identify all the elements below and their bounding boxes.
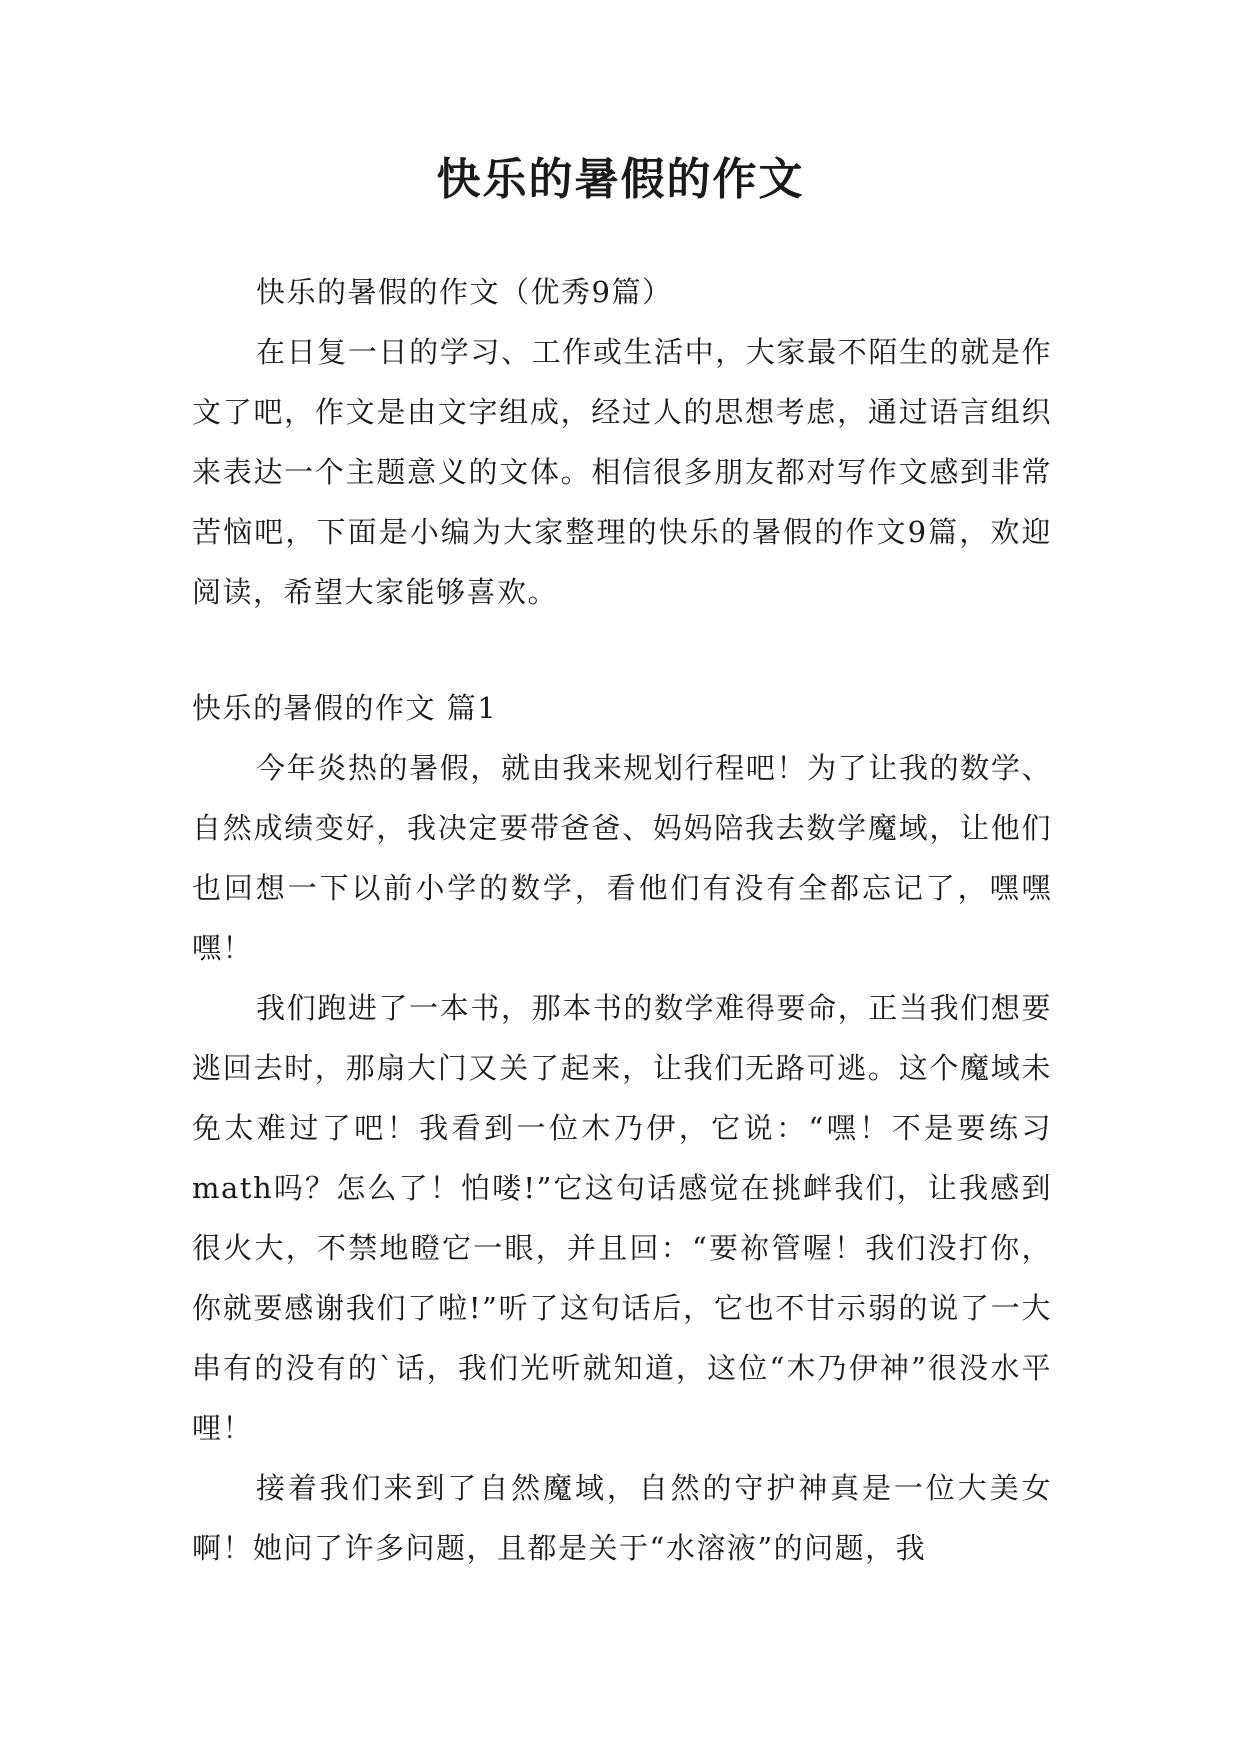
document-title: 快乐的暑假的作文 bbox=[436, 154, 805, 205]
document-body bbox=[192, 262, 1052, 1578]
section-paragraph: 今年炎热的暑假，就由我来规划行程吧！为了让我的数学、自然成绩变好，我决定要带爸爸、妈妈陪我去数学魔域，让他们也回想一下以前小学的数学，看他们有没有全都忘记了，嘿嘿嘿！ bbox=[192, 751, 1052, 965]
section-paragraph: 接着我们来到了自然魔域，自然的守护神真是一位大美女啊！她问了许多问题，且都是关于“水溶液”的问题，我 bbox=[192, 1471, 1052, 1565]
section-paragraph: 我们跑进了一本书，那本书的数学难得要命，正当我们想要逃回去时，那扇大门又关了起来，让我们无路可逃。这个魔域未免太难过了吧！我看到一位木乃伊，它说：“嘿！不是要练习math吗？怎么了！怕喽!”它这句话感觉在挑衅我们，让我感到很火大，不禁地瞪它一眼，并且回：“要祢管喔！我们没打你，你就要感谢我们了啦!”听了这句话后，它也不甘示弱的说了一大串有的没有的`话，我们光听就知道，这位“木乃伊神”很没水平哩！ bbox=[192, 991, 1052, 1445]
intro-paragraph: 在日复一日的学习、工作或生活中，大家最不陌生的就是作文了吧，作文是由文字组成，经过人的思想考虑，通过语言组织来表达一个主题意义的文体。相信很多朋友都对写作文感到非常苦恼吧，下面是小编为大家整理的快乐的暑假的作文9篇，欢迎阅读，希望大家能够喜欢。 bbox=[192, 335, 1052, 609]
section-spacer bbox=[192, 622, 1052, 678]
section-heading: 快乐的暑假的作文 篇1 bbox=[192, 691, 498, 725]
document-subtitle: 快乐的暑假的作文（优秀9篇） bbox=[256, 275, 673, 309]
